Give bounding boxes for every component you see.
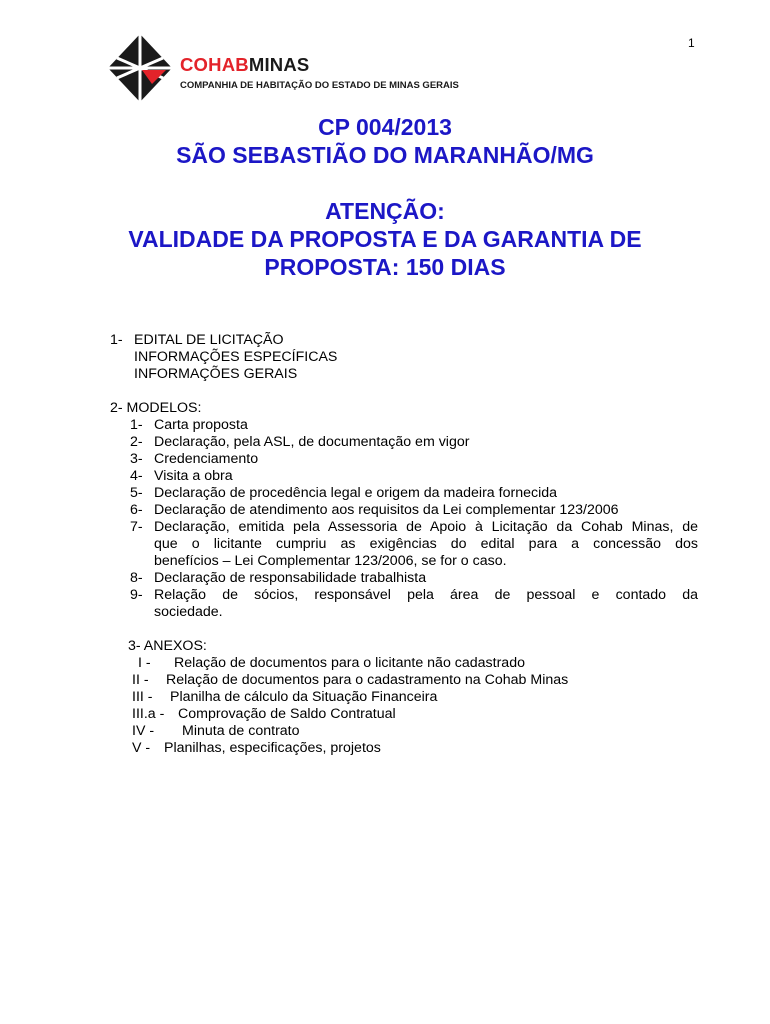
section-edital <box>110 332 700 383</box>
list-item: IV - Minuta de contrato <box>132 723 300 739</box>
section-title: EDITAL DE LICITAÇÃO <box>134 332 284 348</box>
list-item: 3- Credenciamento <box>130 451 259 467</box>
section-title: 2- MODELOS: <box>110 400 202 416</box>
list-item: V - Planilhas, especificações, projetos <box>132 740 381 756</box>
document-index <box>110 332 700 757</box>
section-anexos <box>110 638 700 757</box>
brand-tagline: COMPANHIA DE HABITAÇÃO DO ESTADO DE MINAS GERAIS <box>180 80 459 91</box>
brand-minas: MINAS <box>248 54 310 75</box>
section-title: 3- ANEXOS: <box>128 638 207 654</box>
list-item: III.a - Comprovação de Saldo Contratual <box>132 706 396 722</box>
list-item: INFORMAÇÕES ESPECÍFICAS <box>134 349 338 365</box>
page-number: 1 <box>688 36 695 50</box>
doc-location: SÃO SEBASTIÃO DO MARANHÃO/MG <box>176 142 594 168</box>
list-item: 6- Declaração de atendimento aos requisitos da Lei complementar 123/2006 <box>130 502 619 518</box>
brand-name <box>180 54 309 76</box>
list-item: 7- Declaração, emitida pela Assessoria de Apoio à Licitação da Cohab Minas, de que o licitante cumpriu as exigências do edital para a concessão dos benefícios – Lei Complementar 123/2006, se for o caso. <box>130 519 698 569</box>
notice-line-1: VALIDADE DA PROPOSTA E DA GARANTIA DE <box>128 226 642 252</box>
list-item: 4- Visita a obra <box>130 468 233 484</box>
section-modelos <box>110 400 700 621</box>
section-number: 1- <box>110 332 123 348</box>
list-item: 2- Declaração, pela ASL, de documentação em vigor <box>130 434 470 450</box>
notice-heading: ATENÇÃO: <box>325 198 445 224</box>
cohab-minas-logo <box>108 34 476 102</box>
notice-line-2: PROPOSTA: 150 DIAS <box>264 254 506 280</box>
list-item: II - Relação de documentos para o cadastramento na Cohab Minas <box>132 672 569 688</box>
brand-cohab: COHAB <box>180 54 249 75</box>
list-item: III - Planilha de cálculo da Situação Financeira <box>132 689 438 705</box>
doc-code: CP 004/2013 <box>318 114 452 140</box>
list-item: INFORMAÇÕES GERAIS <box>134 366 298 382</box>
list-item: I - Relação de documentos para o licitante não cadastrado <box>138 655 525 671</box>
list-item: 8- Declaração de responsabilidade trabalhista <box>130 570 427 586</box>
list-item: 1- Carta proposta <box>130 417 248 433</box>
list-item: 5- Declaração de procedência legal e origem da madeira fornecida <box>130 485 558 501</box>
list-item: 9- Relação de sócios, responsável pela área de pessoal e contado da sociedade. <box>130 587 698 620</box>
cohab-logo-icon <box>108 34 172 102</box>
